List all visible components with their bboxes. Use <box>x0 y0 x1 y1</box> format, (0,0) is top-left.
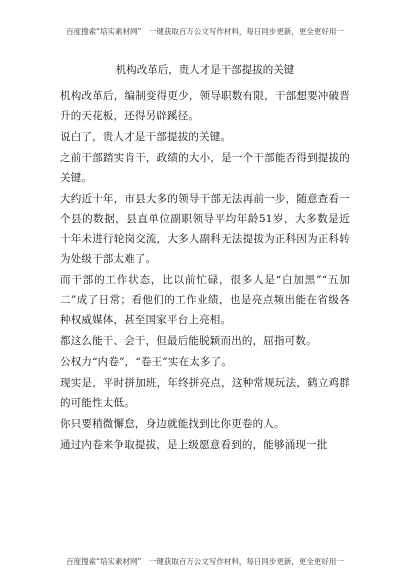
page-footer: 百度搜索“培实素材网” 一键获取百万公文写作材料，每日同步更新，更全更好用一 <box>66 557 344 566</box>
page-header: 百度搜索“培实素材网” 一键获取百万公文写作材料，每日同步更新，更全更好用一 <box>66 27 344 36</box>
paragraph: 你只要稍微懈怠，身边就能找到比你更卷的人。 <box>60 418 285 430</box>
paragraph: 说白了，贵人才是干部提拔的关键。 <box>60 131 232 143</box>
document-body <box>60 86 350 456</box>
paragraph: 而干部的工作状态，比以前忙碌，很多人是“白加黑”“五加二”成了日常；看他们的工作业绩，也是亮点频出能在省级各种权威媒体，甚至国家平台上亮相。 <box>60 274 350 326</box>
paragraph: 机构改革后，编制变得更少，领导职数有限，干部想要冲破晋升的天花板，还得另辟蹊径。 <box>60 90 350 122</box>
paragraph: 大约近十年，市县大多的领导干部无法再前一步，随意查看一个县的数据，县直单位副职领导平均年龄51岁，大多数是近十年未进行轮岗交流，大多人副科无法提拔为正科因为正科转为处级干部太难了。 <box>60 193 350 265</box>
paragraph: 都这么能干、会干，但最后能脱颖而出的，屈指可数。 <box>60 335 317 347</box>
document-title: 机构改革后，贵人才是干部提拔的关键 <box>115 64 295 76</box>
paragraph: 通过内卷来争取提拔，是上级愿意看到的，能够涌现一批 <box>60 439 328 451</box>
paragraph: 现实是，平时拼加班，年终拼亮点，这种常规玩法，鹤立鸡群的可能性太低。 <box>60 377 350 409</box>
paragraph: 公权力“内卷”，“卷王”实在太多了。 <box>60 356 233 368</box>
paragraph: 之前干部踏实肯干，政绩的大小，是一个干部能否得到提拔的关键。 <box>60 152 350 184</box>
